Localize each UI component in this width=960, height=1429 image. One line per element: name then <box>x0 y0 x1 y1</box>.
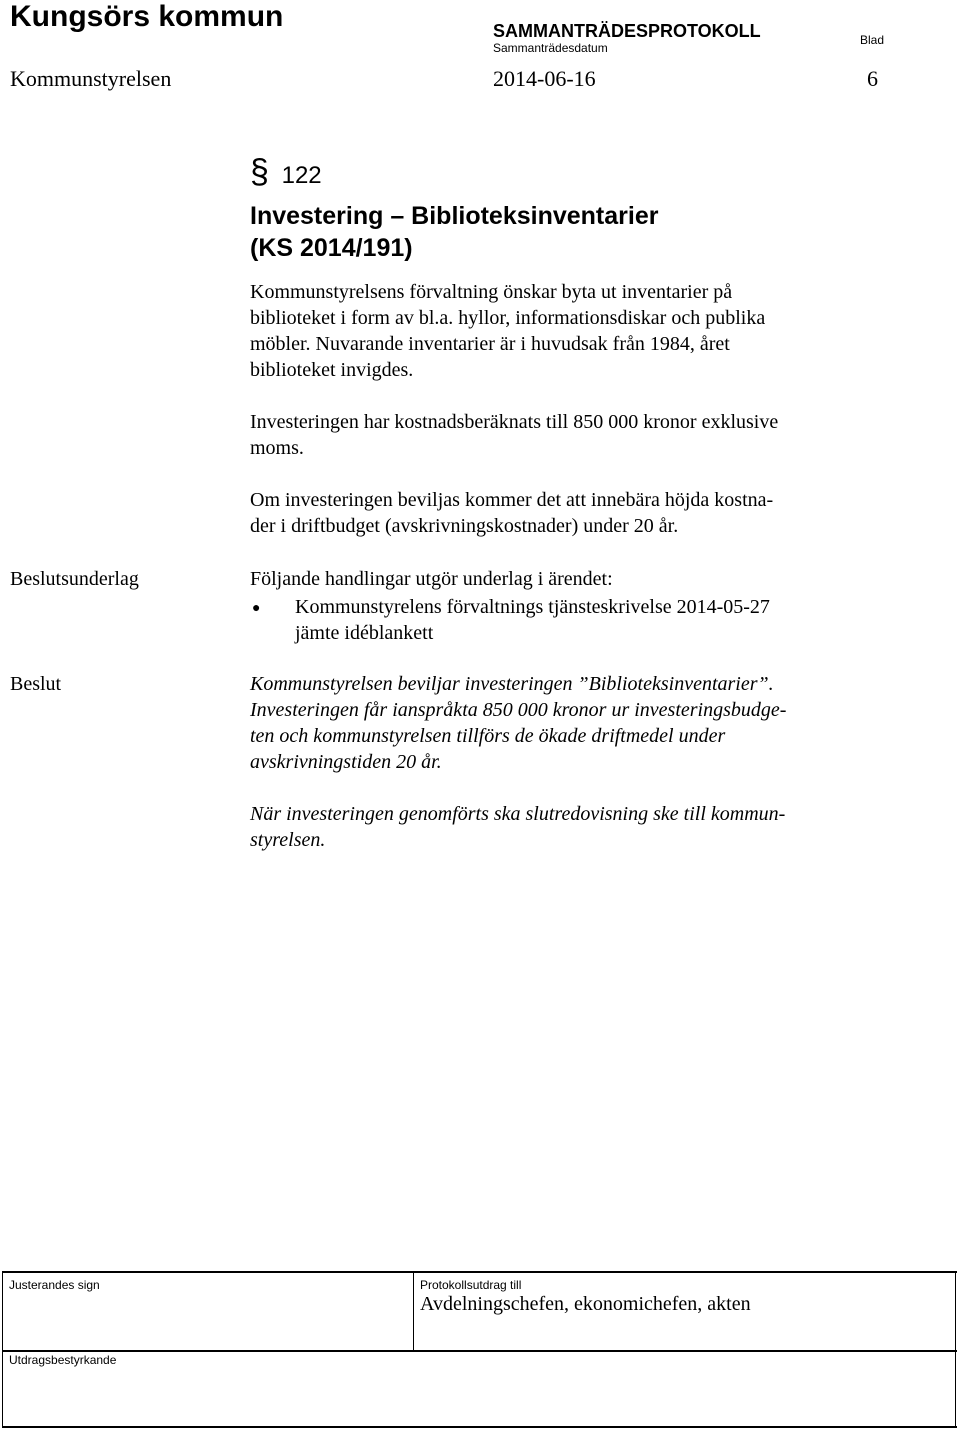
justerandes-sign-label: Justerandes sign <box>9 1278 100 1292</box>
decision-line: Kommunstyrelsen beviljar investeringen ”Biblioteksinventarier”. <box>250 673 774 695</box>
section-symbol: § <box>250 153 269 191</box>
body-line: der i driftbudget (avskrivningskostnader) under 20 år. <box>250 515 679 537</box>
body-line: Investeringen har kostnadsberäknats till 850 000 kronor exklusive <box>250 411 779 433</box>
footer-top-rule <box>2 1271 957 1273</box>
page-number: 6 <box>867 66 878 91</box>
underlag-intro: Följande handlingar utgör underlag i ärendet: <box>250 568 613 590</box>
body-line: möbler. Nuvarande inventarier är i huvudsak från 1984, året <box>250 333 730 355</box>
footer-divider-rule <box>413 1271 414 1352</box>
utdragsbestyrkande-label: Utdragsbestyrkande <box>9 1353 117 1367</box>
body-line: biblioteket i form av bl.a. hyllor, informationsdiskar och publika <box>250 307 766 329</box>
protokollsutdrag-label: Protokollsutdrag till <box>420 1278 522 1292</box>
bullet-icon: ● <box>252 601 261 616</box>
body-line: moms. <box>250 437 304 459</box>
decision-line: styrelsen. <box>250 829 326 851</box>
underlag-label: Beslutsunderlag <box>10 568 139 590</box>
decision-line: avskrivningstiden 20 år. <box>250 751 442 773</box>
body-line: Om investeringen beviljas kommer det att innebära höjda kostna- <box>250 489 774 511</box>
body-line: Kommunstyrelsens förvaltning önskar byta ut inventarier på <box>250 281 733 303</box>
section-title: Investering – Biblioteksinventarier <box>250 202 659 230</box>
underlag-item: Kommunstyrelens förvaltnings tjänsteskrivelse 2014-05-27 <box>295 596 770 618</box>
meeting-date: 2014-06-16 <box>493 66 596 91</box>
municipality-name: Kungsörs kommun <box>10 0 284 33</box>
body-line: biblioteket invigdes. <box>250 359 414 381</box>
footer-left-rule <box>2 1271 3 1428</box>
beslut-label: Beslut <box>10 673 62 695</box>
footer-mid-rule <box>2 1350 957 1352</box>
paragraph-number <box>250 153 322 192</box>
page-label: Blad <box>860 33 885 47</box>
protocol-title: SAMMANTRÄDESPROTOKOLL <box>493 21 761 41</box>
footer-bottom-rule <box>2 1426 957 1428</box>
footer-right-rule <box>955 1271 956 1428</box>
decision-line: När investeringen genomförts ska slutredovisning ske till kommun- <box>250 803 786 825</box>
section-case-number: (KS 2014/191) <box>250 234 413 262</box>
protokollsutdrag-recipients: Avdelningschefen, ekonomichefen, akten <box>420 1293 751 1315</box>
meeting-date-label: Sammanträdesdatum <box>493 41 608 55</box>
decision-line: ten och kommunstyrelsen tillförs de ökade driftmedel under <box>250 725 726 747</box>
underlag-item-cont: jämte idéblankett <box>295 622 434 644</box>
committee-name: Kommunstyrelsen <box>10 66 172 91</box>
decision-line: Investeringen får ianspråkta 850 000 kronor ur investeringsbudge- <box>250 699 787 721</box>
section-number: 122 <box>281 162 322 189</box>
